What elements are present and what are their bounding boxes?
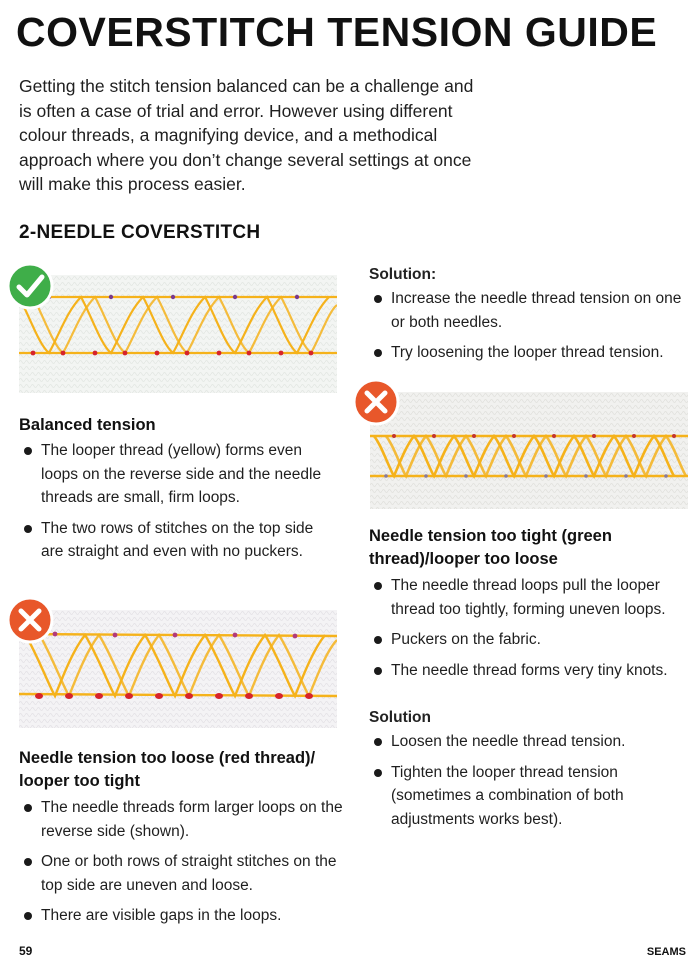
tight-heading: Needle tension too tight (green thread)/looper too loose	[369, 527, 612, 568]
cross-circle-icon	[6, 596, 54, 644]
loose-tension-illustration	[19, 610, 337, 728]
loose-solution-label: Solution:	[369, 266, 437, 283]
list-item: Try loosening the looper thread tension.	[369, 341, 691, 365]
intro-paragraph: Getting the stitch tension balanced can be a challenge and is often a case of trial and error. However using different colour threads, a magnifying device, and a methodical approach where you don’t change several settings at once will make this process easier.	[19, 76, 474, 194]
page-title: COVERSTITCH TENSION GUIDE	[16, 9, 658, 55]
loose-heading: Needle tension too loose (red thread)/ looper too tight	[19, 749, 316, 790]
loose-bullet-list	[19, 796, 349, 928]
list-item: Increase the needle thread tension on one or both needles.	[369, 287, 691, 334]
tight-tension-stitch-photo	[370, 392, 688, 509]
list-item: Puckers on the fabric.	[369, 628, 694, 652]
balanced-stitch-photo	[19, 275, 337, 393]
list-item: There are visible gaps in the loops.	[19, 904, 349, 928]
page-number: 59	[19, 944, 33, 958]
loose-solution-block	[369, 266, 691, 372]
tight-solution-block	[369, 709, 669, 838]
balanced-block	[19, 414, 339, 571]
balanced-heading: Balanced tension	[19, 416, 156, 434]
list-item: One or both rows of straight stitches on the top side are uneven and loose.	[19, 850, 349, 897]
balanced-bullet-list	[19, 439, 339, 564]
check-circle-icon	[6, 262, 54, 310]
loose-block	[19, 747, 349, 935]
section-title: 2-NEEDLE COVERSTITCH	[19, 222, 261, 243]
tight-tension-illustration	[370, 392, 688, 509]
tight-solution-list	[369, 730, 669, 831]
tight-solution-label: Solution	[369, 709, 431, 726]
cross-circle-icon	[352, 378, 400, 426]
list-item: Loosen the needle thread tension.	[369, 730, 669, 754]
balanced-stitch-illustration	[19, 275, 337, 393]
footer-section-label: SEAMS	[646, 946, 686, 958]
list-item: The two rows of stitches on the top side are straight and even with no puckers.	[19, 517, 339, 564]
tight-block	[369, 525, 694, 689]
list-item: The needle threads form larger loops on the reverse side (shown).	[19, 796, 349, 843]
list-item: The needle thread forms very tiny knots.	[369, 659, 694, 683]
tight-bullet-list	[369, 574, 694, 682]
list-item: The looper thread (yellow) forms even loops on the reverse side and the needle threads are small, firm loops.	[19, 439, 339, 510]
loose-tension-stitch-photo	[19, 610, 337, 728]
list-item: The needle thread loops pull the looper thread too tightly, forming uneven loops.	[369, 574, 694, 621]
loose-solution-list	[369, 287, 691, 365]
list-item: Tighten the looper thread tension (sometimes a combination of both adjustments works best).	[369, 761, 669, 832]
